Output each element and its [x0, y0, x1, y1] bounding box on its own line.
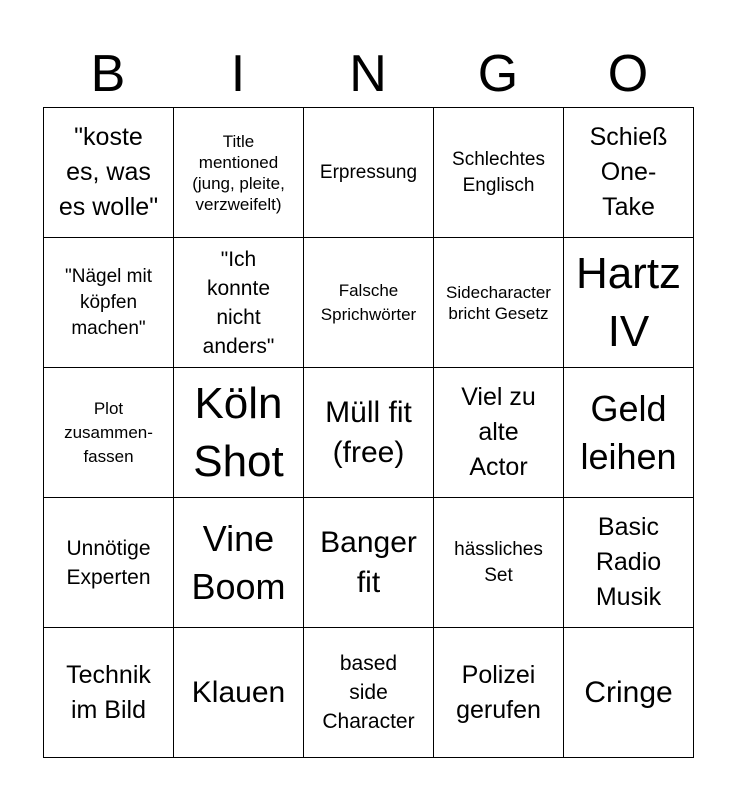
cell-text: Technik im Bild: [66, 660, 151, 724]
bingo-cell[interactable]: [564, 628, 694, 758]
cell-text: Polizei gerufen: [456, 660, 541, 724]
bingo-cell[interactable]: [434, 238, 564, 368]
cell-text: Schlechtes Englisch: [452, 148, 545, 196]
bingo-cell[interactable]: [564, 498, 694, 628]
bingo-cell[interactable]: [44, 628, 174, 758]
cell-text: Geld leihen: [580, 387, 677, 477]
bingo-cell[interactable]: [44, 368, 174, 498]
header-letter-n: N: [349, 45, 387, 103]
cell-text: Schieß One- Take: [589, 123, 668, 221]
bingo-cell[interactable]: [304, 238, 434, 368]
cell-text: "Ich konnte nicht anders": [202, 247, 275, 358]
cell-text: Viel zu alte Actor: [461, 383, 536, 481]
cell-text: Plot zusammen- fassen: [64, 398, 153, 466]
cell-text: Vine Boom: [191, 517, 286, 607]
bingo-header: [43, 42, 693, 106]
bingo-cell[interactable]: [434, 368, 564, 498]
cell-text: Banger fit: [320, 525, 417, 599]
cell-text: Erpressung: [319, 161, 418, 183]
bingo-cell[interactable]: [304, 498, 434, 628]
cell-text: Title mentioned (jung, pleite, verzweifelt): [192, 131, 285, 214]
cell-text: based side Character: [322, 652, 415, 733]
bingo-cell[interactable]: [174, 108, 304, 238]
cell-text: Sidecharacter bricht Gesetz: [446, 282, 551, 323]
header-letter-g: G: [477, 45, 519, 103]
bingo-cell[interactable]: [174, 238, 304, 368]
cell-text: Unnötige Experten: [66, 536, 151, 589]
bingo-cell[interactable]: [174, 628, 304, 758]
bingo-cell[interactable]: [44, 238, 174, 368]
cell-text: Cringe: [584, 675, 673, 709]
bingo-cell[interactable]: [44, 108, 174, 238]
bingo-cell[interactable]: [564, 368, 694, 498]
bingo-cell[interactable]: [174, 368, 304, 498]
header-letter-i: I: [230, 45, 246, 103]
cell-text: Basic Radio Musik: [595, 513, 662, 611]
cell-text: Müll fit (free): [325, 395, 412, 469]
bingo-cell[interactable]: [434, 108, 564, 238]
cell-text: Falsche Sprichwörter: [320, 280, 417, 324]
cell-text: Köln Shot: [193, 378, 284, 486]
bingo-cell[interactable]: [304, 108, 434, 238]
cell-text: Hartz IV: [575, 248, 682, 356]
bingo-cell[interactable]: [564, 238, 694, 368]
bingo-cell[interactable]: [174, 498, 304, 628]
bingo-cell[interactable]: [564, 108, 694, 238]
bingo-cell[interactable]: [434, 628, 564, 758]
bingo-cell[interactable]: [304, 628, 434, 758]
bingo-cell[interactable]: [434, 498, 564, 628]
cell-text: Klauen: [191, 675, 286, 709]
header-letter-o: O: [607, 45, 649, 103]
bingo-grid: [43, 107, 694, 758]
cell-text: "koste es, was es wolle": [58, 123, 159, 221]
cell-text: hässliches Set: [454, 538, 543, 586]
bingo-cell[interactable]: [304, 368, 434, 498]
bingo-cell[interactable]: [44, 498, 174, 628]
cell-text: "Nägel mit köpfen machen": [65, 265, 152, 339]
header-letter-b: B: [90, 45, 126, 103]
